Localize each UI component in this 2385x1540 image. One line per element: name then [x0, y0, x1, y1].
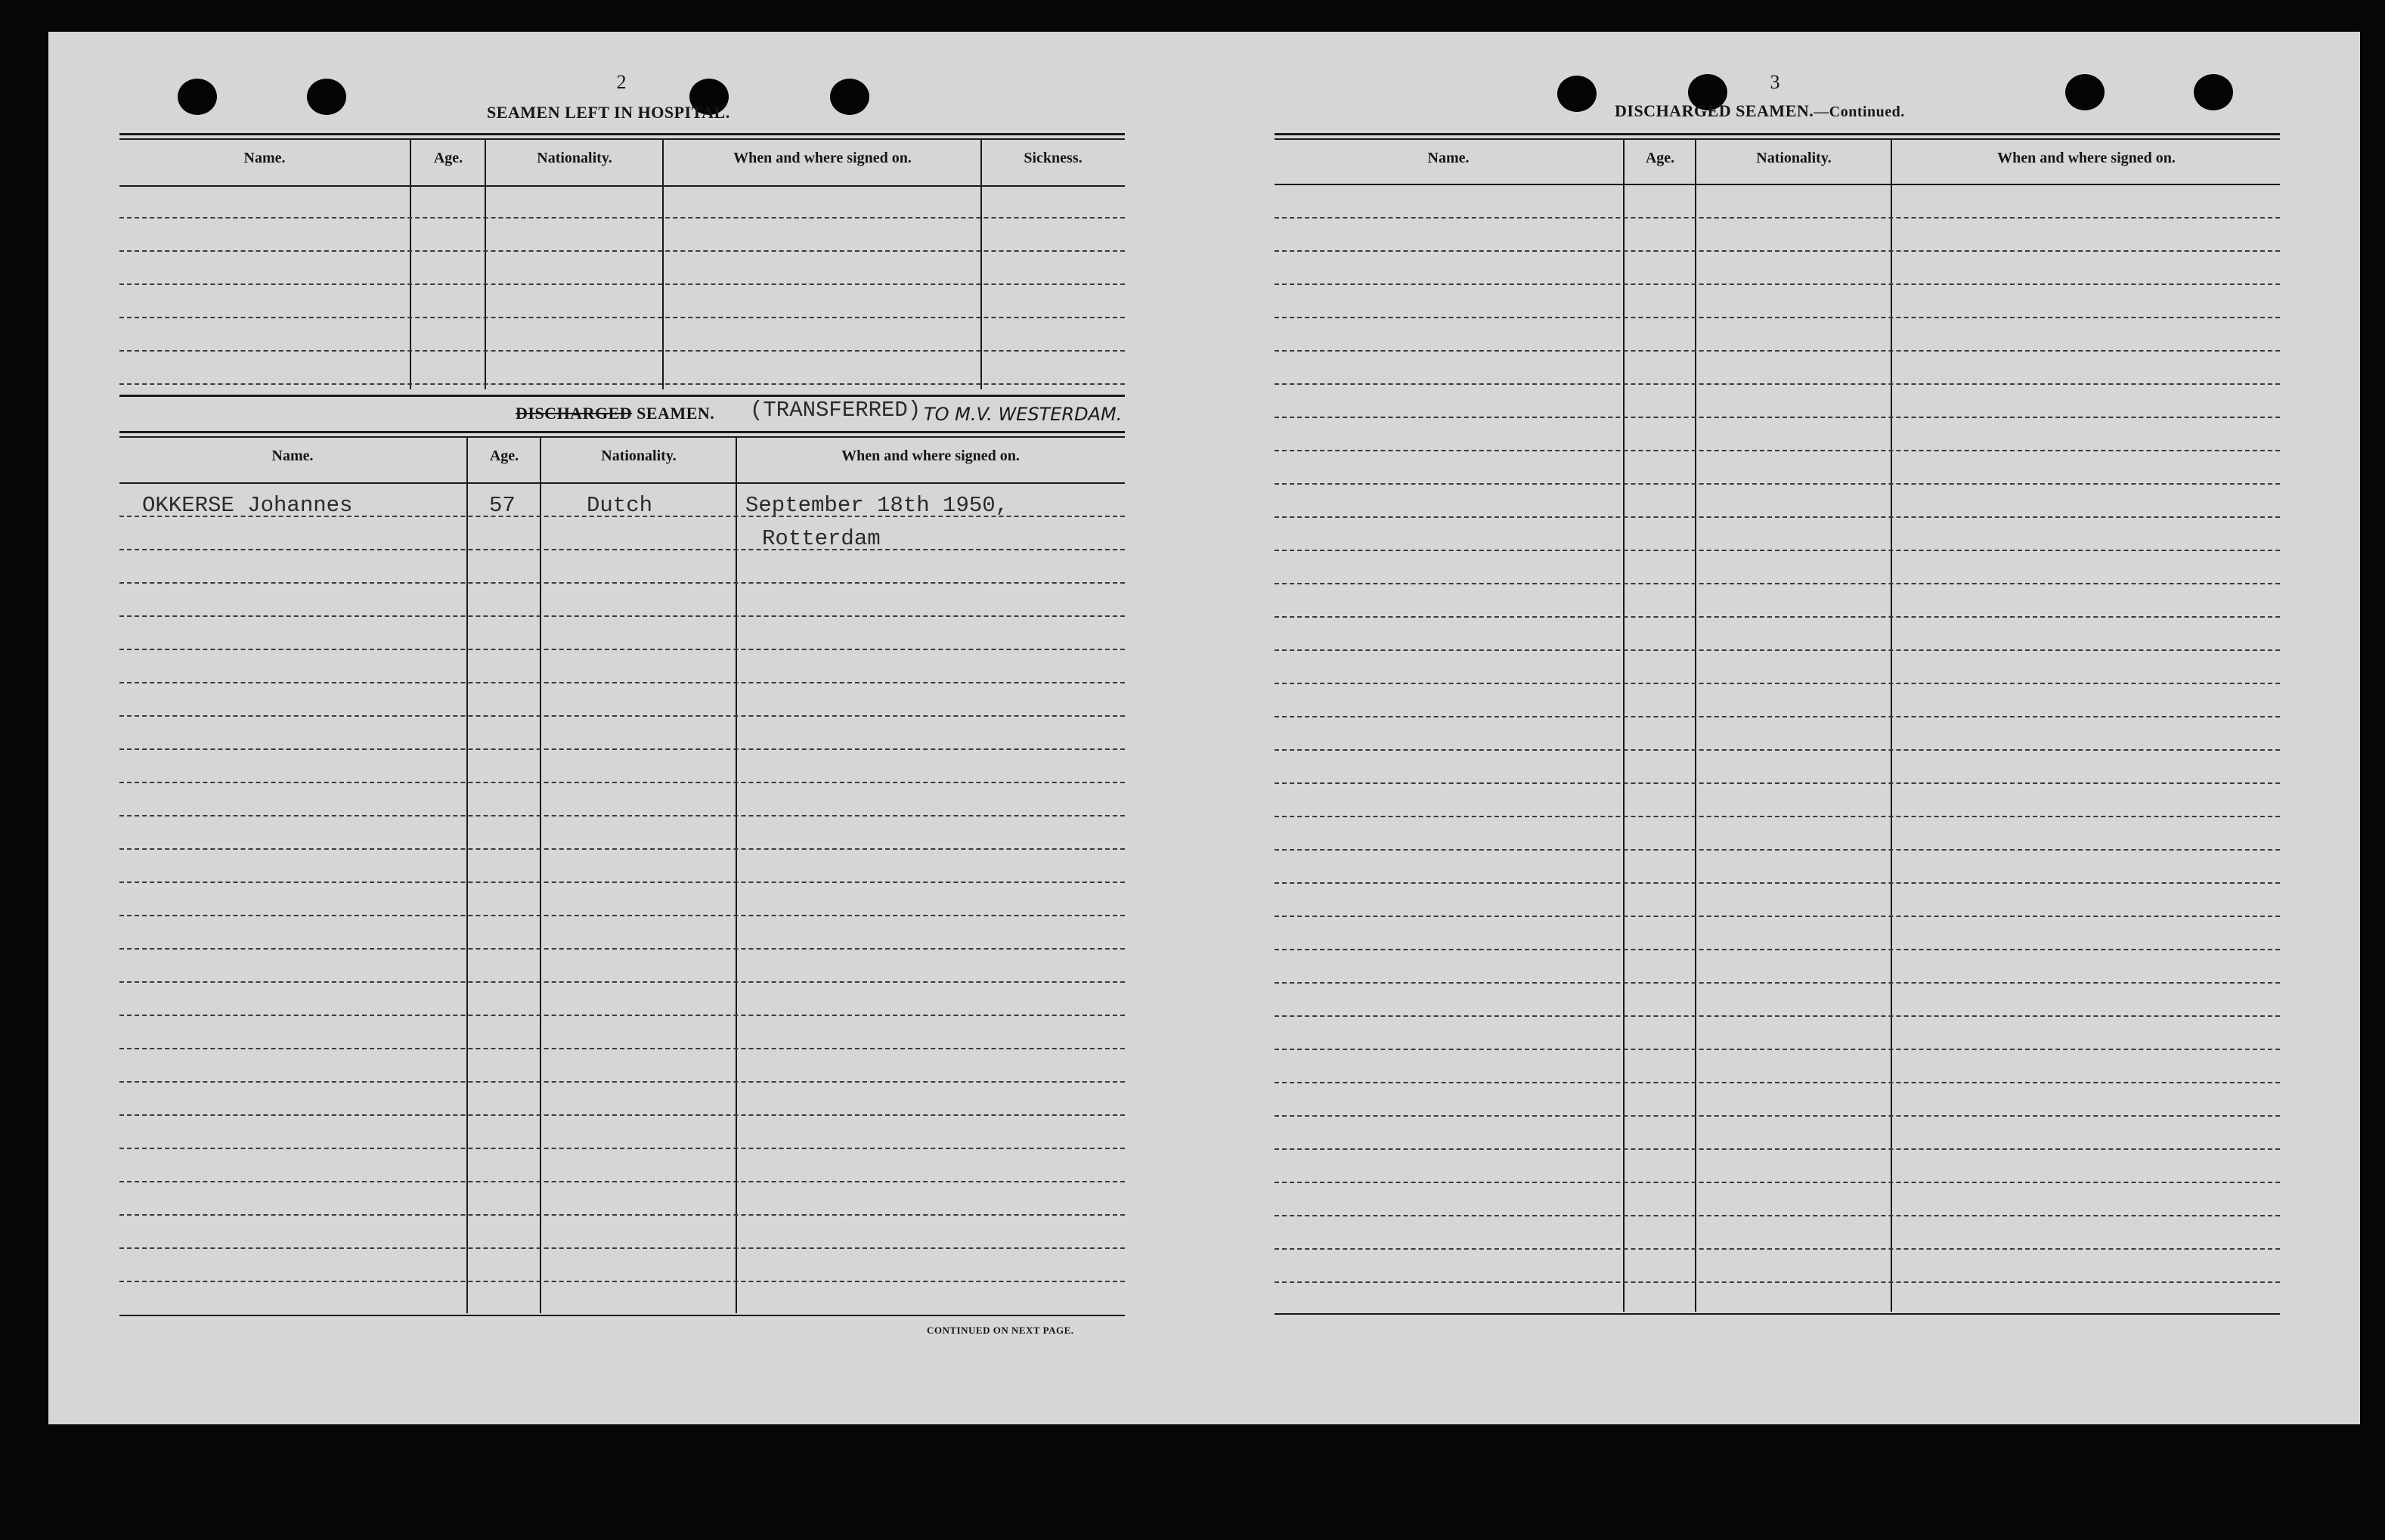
col-nationality: Nationality. — [537, 150, 612, 166]
col-name: Name. — [243, 150, 286, 166]
col-signed-on: When and where signed on. — [841, 448, 1020, 464]
punch-hole — [2194, 74, 2233, 110]
col-age: Age. — [433, 150, 463, 166]
struck-word: DISCHARGED — [516, 404, 633, 423]
punch-hole — [1557, 76, 1597, 112]
seaman-nationality: Dutch — [587, 493, 653, 518]
col-age: Age. — [489, 448, 519, 464]
hospital-section-title: SEAMEN LEFT IN HOSPITAL. — [487, 103, 730, 122]
punch-hole — [178, 79, 217, 115]
punch-hole — [2065, 74, 2105, 110]
discharged-continued-title: DISCHARGED SEAMEN.—Continued. — [1615, 101, 1905, 120]
col-name: Name. — [1427, 150, 1470, 166]
col-signed-on: When and where signed on. — [1997, 150, 2176, 166]
punch-hole — [307, 79, 346, 115]
signed-on-date: September 18th 1950, — [745, 493, 1009, 518]
page-number: 2 — [616, 71, 627, 93]
col-nationality: Nationality. — [601, 448, 677, 464]
page-number: 3 — [1770, 71, 1780, 93]
punch-hole — [830, 79, 869, 115]
handwritten-destination: TO M.V. WESTERDAM. — [924, 404, 1123, 425]
col-age: Age. — [1645, 150, 1675, 166]
col-nationality: Nationality. — [1756, 150, 1832, 166]
col-name: Name. — [271, 448, 314, 464]
seaman-name: OKKERSE Johannes — [142, 493, 353, 518]
discharged-section-title: DISCHARGED SEAMEN. — [516, 404, 715, 423]
col-sickness: Sickness. — [1024, 150, 1083, 166]
signed-on-place: Rotterdam — [762, 526, 881, 551]
seaman-age: 57 — [489, 493, 516, 518]
col-signed-on: When and where signed on. — [733, 150, 912, 166]
continued-footer: CONTINUED ON NEXT PAGE. — [927, 1325, 1074, 1336]
transferred-note: (TRANSFERRED) — [750, 398, 921, 423]
ledger-sheet — [48, 32, 2360, 1424]
